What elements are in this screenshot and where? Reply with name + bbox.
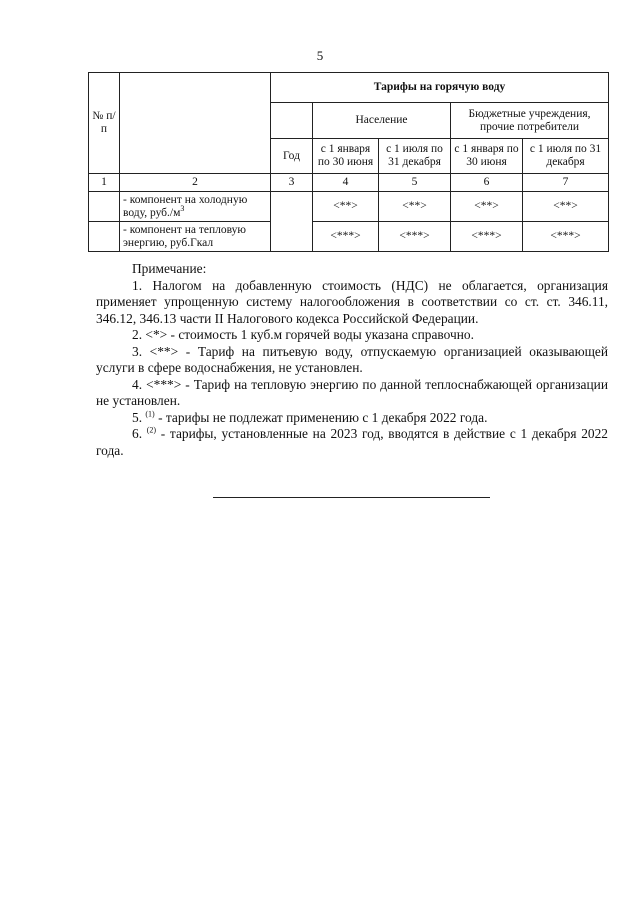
note-1: 1. Налогом на добавленную стоимость (НДС) не облагается, организация применяет упрощенную систему налогообложения в соответствии со ст. ст. 346.11, 346.12, 346.13 части II Налогового кодекса Российской Федерации. (96, 277, 608, 326)
year-header: Год (271, 139, 313, 174)
row-label: - компонент на холодную воду, $руб./м^3$ (120, 192, 271, 222)
index-cell: 7 (523, 174, 609, 192)
index-cell: 2 (120, 174, 271, 192)
value-cell: <**> (313, 192, 379, 222)
value-cell: <***> (379, 222, 451, 252)
period-header: с 1 января по 30 июня (313, 139, 379, 174)
index-cell: 4 (313, 174, 379, 192)
value-cell: <**> (523, 192, 609, 222)
row-label: - компонент на тепловую энергию, руб.Гкал (120, 222, 271, 252)
group-population: Население (313, 103, 451, 139)
table-row (89, 222, 609, 252)
period-header: с 1 июля по 31 декабря (379, 139, 451, 174)
row-num-blank (89, 192, 120, 222)
index-cell: 3 (271, 174, 313, 192)
page-number: 5 (316, 48, 324, 63)
year-group-blank (271, 103, 313, 139)
period-header: с 1 января по 30 июня (451, 139, 523, 174)
row-num-blank (89, 222, 120, 252)
note-6: 6. $^{(2)}$ - тарифы, установленные на 2023 год, вводятся в действие с 1 декабря 2022 года. (96, 425, 609, 458)
note-2: 2. <*> - стоимость 1 куб.м горячей воды указана справочно. (132, 327, 474, 342)
index-cell: 6 (451, 174, 523, 192)
table-title: Тарифы на горячую воду (271, 73, 609, 103)
notes-section (96, 261, 608, 459)
index-cell: 1 (89, 174, 120, 192)
period-header: с 1 июля по 31 декабря (523, 139, 609, 174)
col-name-header (120, 73, 271, 174)
note-4: 4. <***> - Тариф на тепловую энергию по данной теплоснабжающей организации не установлен. (96, 376, 608, 408)
value-cell: <***> (523, 222, 609, 252)
year-cell-blank (271, 192, 313, 252)
col-num-header: № п/п (89, 73, 120, 174)
bottom-divider (213, 497, 490, 498)
note-3: 3. <**> - Тариф на питьевую воду, отпускаемую организацией оказывающей услуги в сфере водоснабжения, не установлен. (96, 343, 608, 375)
note-5: 5. $^{(1)}$ - тарифы не подлежат применению с 1 декабря 2022 года. (132, 409, 488, 425)
index-cell: 5 (379, 174, 451, 192)
group-budget: Бюджетные учреждения, прочие потребители (451, 103, 609, 139)
tariff-table (88, 72, 609, 252)
value-cell: <**> (379, 192, 451, 222)
notes-heading: Примечание: (132, 261, 207, 276)
value-cell: <***> (313, 222, 379, 252)
value-cell: <**> (451, 192, 523, 222)
value-cell: <***> (451, 222, 523, 252)
table-row (89, 192, 609, 222)
